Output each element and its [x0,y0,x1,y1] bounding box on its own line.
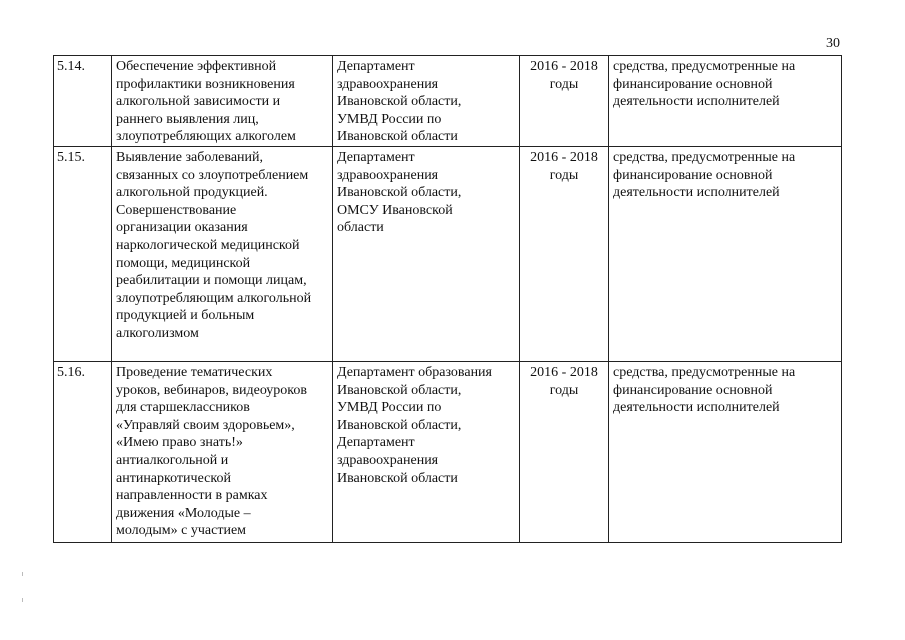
measure-description: Обеспечение эффективной профилактики возникновения алкогольной зависимости и раннего выявления лиц, злоупотребляющих алкоголем [112,56,333,147]
scan-margin-mark [22,598,23,602]
page-number: 30 [826,36,840,51]
funding-source: средства, предусмотренные на финансирование основной деятельности исполнителей [609,56,842,147]
table-row [54,56,842,147]
implementation-period: 2016 - 2018 годы [520,56,609,147]
measure-description: Выявление заболеваний, связанных со злоупотреблением алкогольной продукцией. Совершенствование организации оказания наркологической медицинской помощи, медицинской реабилитации и помощи лицам, злоупотребляющим алкогольной продукцией и больным алкоголизмом [112,147,333,362]
table-row [54,147,842,362]
responsible-executor: Департамент здравоохранения Ивановской области, ОМСУ Ивановской области [333,147,520,362]
funding-source: средства, предусмотренные на финансирование основной деятельности исполнителей [609,362,842,543]
item-number: 5.15. [54,147,112,362]
implementation-period: 2016 - 2018 годы [520,362,609,543]
measure-description: Проведение тематических уроков, вебинаров, видеоуроков для старшеклассников «Управляй своим здоровьем», «Имею право знать!» антиалкогольной и антинаркотической направленности в рамках движения «Молодые – молодым» с участием [112,362,333,543]
responsible-executor: Департамент образования Ивановской области, УМВД России по Ивановской области, Департамент здравоохранения Ивановской области [333,362,520,543]
item-number: 5.16. [54,362,112,543]
responsible-executor: Департамент здравоохранения Ивановской области, УМВД России по Ивановской области [333,56,520,147]
implementation-period: 2016 - 2018 годы [520,147,609,362]
measures-table [53,55,842,543]
scan-margin-mark [22,572,23,576]
funding-source: средства, предусмотренные на финансирование основной деятельности исполнителей [609,147,842,362]
item-number: 5.14. [54,56,112,147]
table-row [54,362,842,543]
